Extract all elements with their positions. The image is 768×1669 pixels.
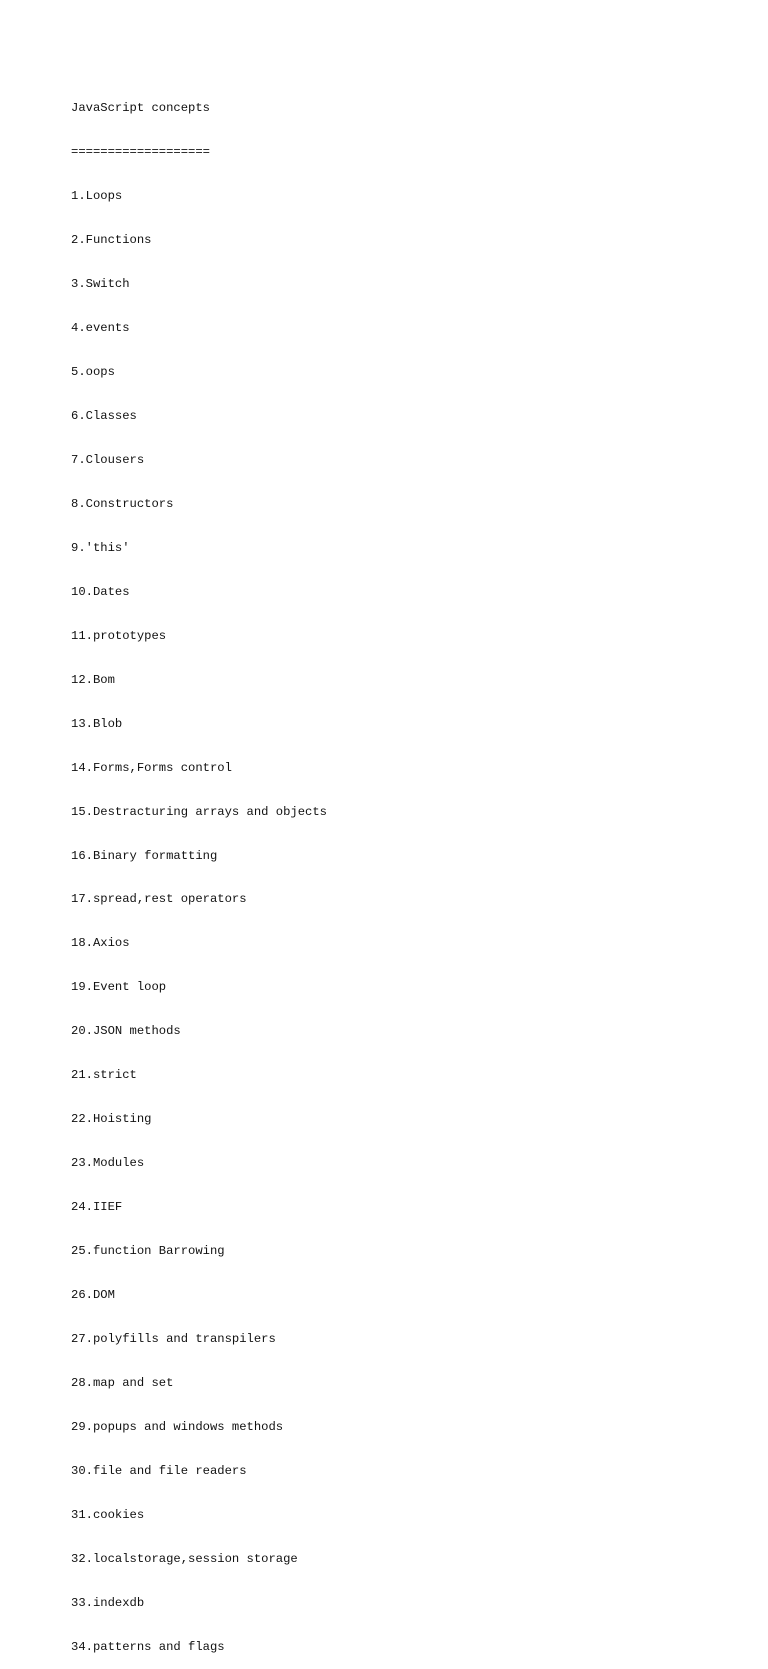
list-item: 28.map and set [71,1375,174,1390]
list-item: 23.Modules [71,1156,145,1171]
list-item: 22.Hoisting [71,1112,152,1127]
list-item: 12.Bom [71,672,115,687]
list-item: 9.'this' [71,540,130,555]
list-item: 19.Event loop [71,980,167,995]
title-underline: =================== [71,145,210,160]
list-item: 18.Axios [71,936,130,951]
list-item: 8.Constructors [71,496,174,511]
list-item: 2.Functions [71,233,152,248]
list-item: 21.strict [71,1068,137,1083]
list-item: 34.patterns and flags [71,1639,225,1654]
text-document [71,72,327,1669]
list-item: 1.Loops [71,189,123,204]
list-item: 3.Switch [71,277,130,292]
list-item: 4.events [71,321,130,336]
list-item: 24.IIEF [71,1200,123,1215]
list-item: 11.prototypes [71,628,167,643]
list-item: 29.popups and windows methods [71,1419,284,1434]
list-item: 6.Classes [71,408,137,423]
list-item: 16.Binary formatting [71,848,218,863]
list-item: 14.Forms,Forms control [71,760,232,775]
list-item: 33.indexdb [71,1595,145,1610]
list-item: 31.cookies [71,1507,145,1522]
list-item: 27.polyfills and transpilers [71,1332,276,1346]
list-item: 30.file and file readers [71,1463,247,1478]
list-item: 15.Destracturing arrays and objects [71,804,327,819]
list-item: 17.spread,rest operators [71,892,247,907]
list-item: 32.localstorage,session storage [71,1551,298,1566]
list-item: 25.function Barrowing [71,1244,225,1259]
list-item: 7.Clousers [71,452,145,467]
list-item: 13.Blob [71,716,123,731]
list-item: 5.oops [71,365,115,380]
list-item: 10.Dates [71,584,130,599]
list-item: 20.JSON methods [71,1024,181,1039]
document-title: JavaScript concepts [71,101,210,116]
list-item: 26.DOM [71,1288,115,1303]
